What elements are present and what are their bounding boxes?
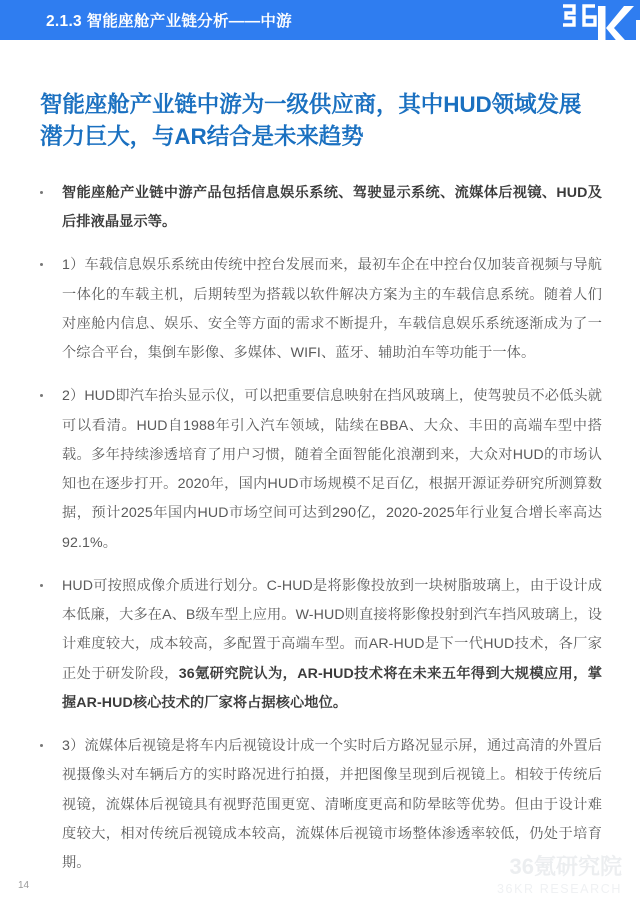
list-item [40, 251, 602, 368]
bullet-dot-icon [40, 179, 62, 198]
section-title: 2.1.3 智能座舱产业链分析——中游 [46, 13, 292, 30]
bullet-dot-icon [40, 382, 62, 401]
bullet-hud-types-plain: HUD可按照成像介质进行划分。C-HUD是将影像投放到一块树脂玻璃上，由于设计成本低廉，大多在A、B级车型上应用。W-HUD则直接将影像投射到汽车挡风玻璃上，设计难度较大，成本较高，多配置于高端车型。而AR-HUD是下一代HUD技术，各厂家正处于研发阶段， [62, 577, 602, 682]
bullet-hud-market-text: 2）HUD即汽车抬头显示仪，可以把重要信息映射在挡风玻璃上，使驾驶员不必低头就可以看清。HUD自1988年引入汽车领域，陆续在BBA、大众、丰田的高端车型中搭载。多年持续渗透培育了用户习惯，随着全面智能化浪潮到来，大众对HUD的市场认知也在逐步打开。2020年，国内HUD市场规模不足百亿，根据开源证券研究所测算数据，预计2025年国内HUD市场空间可达到290亿，2020-2025年行业复合增长率高达92.1%。 [62, 388, 602, 551]
list-item [40, 382, 602, 558]
bullet-overview-text: 智能座舱产业链中游产品包括信息娱乐系统、驾驶显示系统、流媒体后视镜、HUD及后排液晶显示等。 [62, 184, 602, 231]
page-title: 智能座舱产业链中游为一级供应商，其中HUD领域发展潜力巨大，与AR结合是未来趋势 [40, 92, 582, 149]
list-item [40, 179, 602, 238]
bullet-infotainment-text: 1）车载信息娱乐系统由传统中控台发展而来，最初车企在中控台仅加装音视频与导航一体化的车载主机，后期转型为搭载以软件解决方案为主的车载信息系统。随着人们对座舱内信息、娱乐、安全等方面的需求不断提升，车载信息娱乐系统逐渐成为了一个综合平台，集倒车影像、多媒体、WIFI、蓝牙、辅助泊车等功能于一体。 [62, 257, 602, 362]
watermark-chinese: 36氪研究院 [509, 853, 622, 879]
bullet-hud-types-emphasis: 36氪研究院认为，AR-HUD技术将在未来五年得到大规模应用，掌握AR-HUD核心技术的厂家将占据核心地位。 [62, 665, 602, 711]
slide-body [0, 40, 640, 905]
bullet-dot-icon [40, 572, 62, 591]
bullet-streaming-mirror-text: 3）流媒体后视镜是将车内后视镜设计成一个实时后方路况显示屏，通过高清的外置后视摄像头对车辆后方的实时路况进行拍摄，并把图像呈现到后视镜上。相较于传统后视镜，流媒体后视镜具有视野范围更宽、清晰度更高和防晕眩等优势。但由于设计难度较大，相对传统后视镜成本较高，流媒体后视镜市场整体渗透率较低，仍处于培育期。 [62, 738, 602, 872]
bullet-hud-types-text [62, 572, 602, 718]
page-header-bar [0, 0, 640, 40]
page-number: 14 [18, 880, 30, 891]
list-item [40, 572, 602, 718]
bullet-dot-icon [40, 732, 62, 751]
bullet-dot-icon [40, 251, 62, 270]
footer-watermark [497, 853, 622, 896]
bullet-list [40, 179, 602, 879]
watermark-english: 36KR RESEARCH [497, 881, 622, 896]
